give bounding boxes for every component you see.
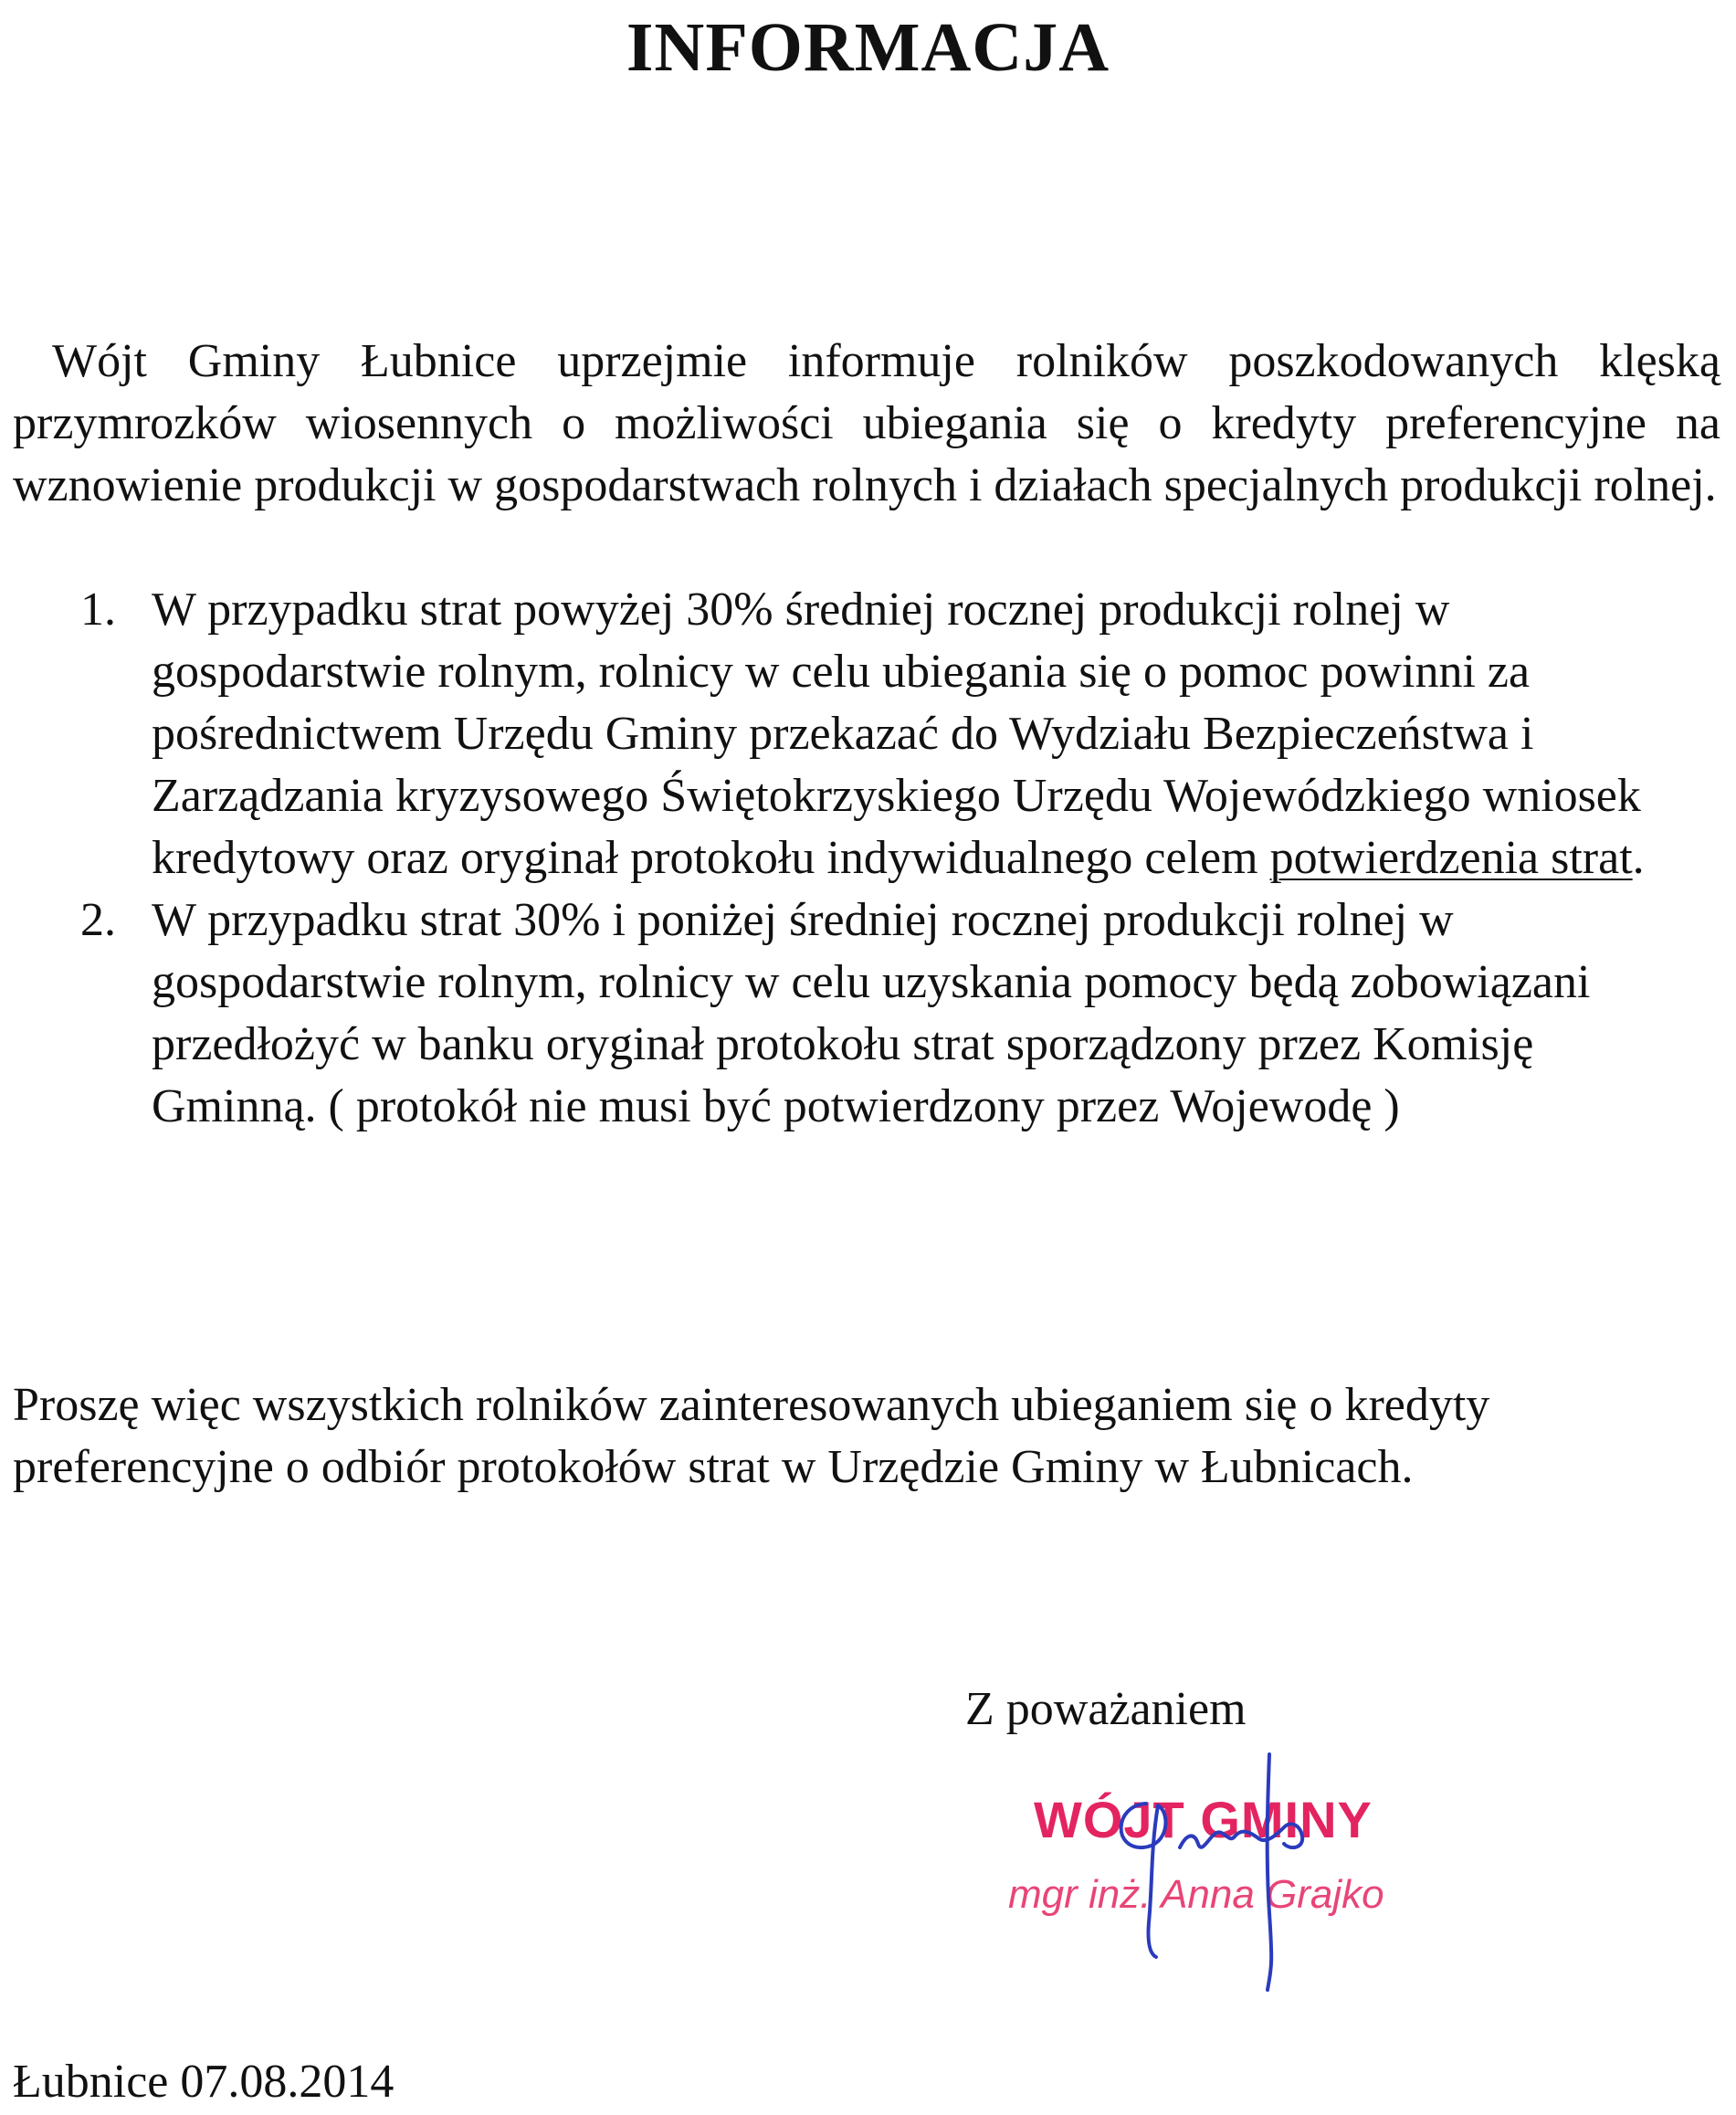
- signature-stroke-wave: [1180, 1824, 1302, 1847]
- list-item-end: .: [1632, 832, 1645, 884]
- list-item-text: W przypadku strat 30% i poniżej średniej rocznej produkcji rolnej w gospodarstwie rolnym, rolnicy w celu uzyskania pomocy będą zobowiązani przedłożyć w banku oryginał protokołu strat sporządzony przez Komisję Gminną. ( protokół nie musi być potwierdzony przez Wojewodę ): [152, 894, 1591, 1132]
- list-item-text: W przypadku strat powyżej 30% średniej rocznej produkcji rolnej w gospodarstwie rolnym, rolnicy w celu ubiegania się o pomoc powinni za pośrednictwem Urzędu Gminy przekazać do Wydziału Bezpieczeństwa i Zarządzania kryzysowego Świętokrzyskiego Urzędu Wojewódzkiego wniosek kredytowy oraz oryginał protokołu indywidualnego celem: [152, 584, 1641, 884]
- numbered-list: [0, 579, 1736, 1138]
- stamp-title: WÓJT GMINY: [1034, 1791, 1373, 1848]
- handwritten-signature: [1096, 1749, 1388, 1995]
- place-and-date: Łubnice 07.08.2014: [13, 2056, 395, 2108]
- document-title: INFORMACJA: [626, 9, 1110, 86]
- closing-paragraph: Proszę więc wszystkich rolników zainteresowanych ubieganiem się o kredyty preferencyjne o odbiór protokołów strat w Urzędzie Gminy w Łubnicach.: [13, 1379, 1490, 1493]
- list-item-number: 1.: [80, 584, 116, 636]
- signature-stroke-vertical: [1268, 1754, 1271, 1990]
- list-item: [0, 889, 1736, 1138]
- stamp-name: mgr inż. Anna Grajko: [1008, 1872, 1384, 1917]
- intro-paragraph: Wójt Gminy Łubnice uprzejmie informuje rolników poszkodowanych klęską przymrozków wiosennych o możliwości ubiegania się o kredyty preferencyjne na wznowienie produkcji w gospodarstwach rolnych i działach specjalnych produkcji rolnej.: [13, 335, 1720, 511]
- regards-text: Z poważaniem: [965, 1683, 1247, 1735]
- signature-stroke-loop: [1121, 1804, 1166, 1957]
- list-item: [0, 579, 1736, 889]
- underlined-phrase: potwierdzenia strat: [1269, 832, 1633, 884]
- list-item-number: 2.: [80, 894, 116, 946]
